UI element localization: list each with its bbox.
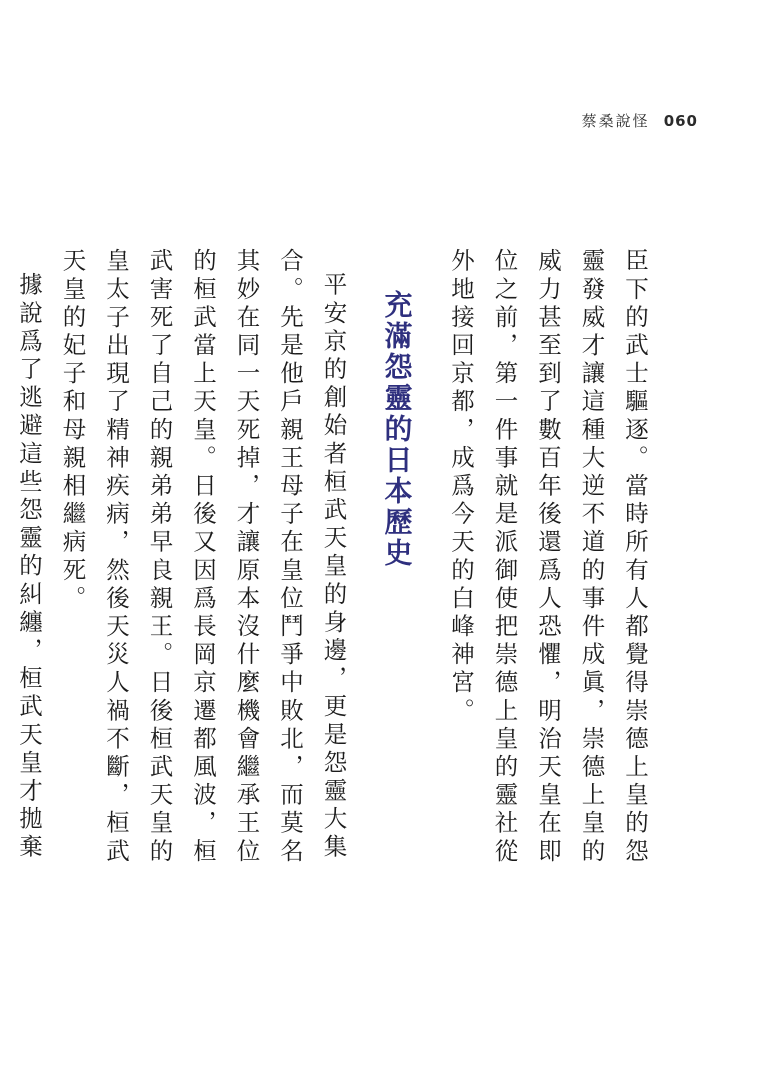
- running-header: [582, 110, 698, 131]
- paragraph-3: 據說爲了逃避這些怨靈的糾纏，桓武天皇才拋棄: [15, 271, 43, 862]
- paragraph-1: 臣下的武士驅逐。當時所有人都覺得崇德上皇的怨靈發威才讓這種大逆不道的事件成眞，崇德上皇的威力甚至到了數百年後還爲人恐懼，明治天皇在即位之前，第一件事就是派御使把崇德上皇的靈社從外地接回京都，成爲今天的白峰神宮。: [447, 248, 649, 867]
- page-number: 060: [663, 112, 698, 130]
- paragraph-2: 平安京的創始者桓武天皇的身邊，更是怨靈大集合。先是他戶親王母子在皇位鬥爭中敗北，而莫名其妙在同一天死掉，才讓原本沒什麼機會繼承王位的桓武當上天皇。日後又因爲長岡京遷都風波，桓武害死了自己的親弟弟早良親王。日後桓武天皇的皇太子出現了精神疾病，然後天災人禍不斷，桓武天皇的妃子和母親相繼病死。: [58, 248, 348, 867]
- book-title: 蔡桑說怪: [581, 112, 650, 130]
- vertical-text-block: [0, 248, 656, 888]
- section-heading: 充滿怨靈的日本歷史: [380, 290, 414, 569]
